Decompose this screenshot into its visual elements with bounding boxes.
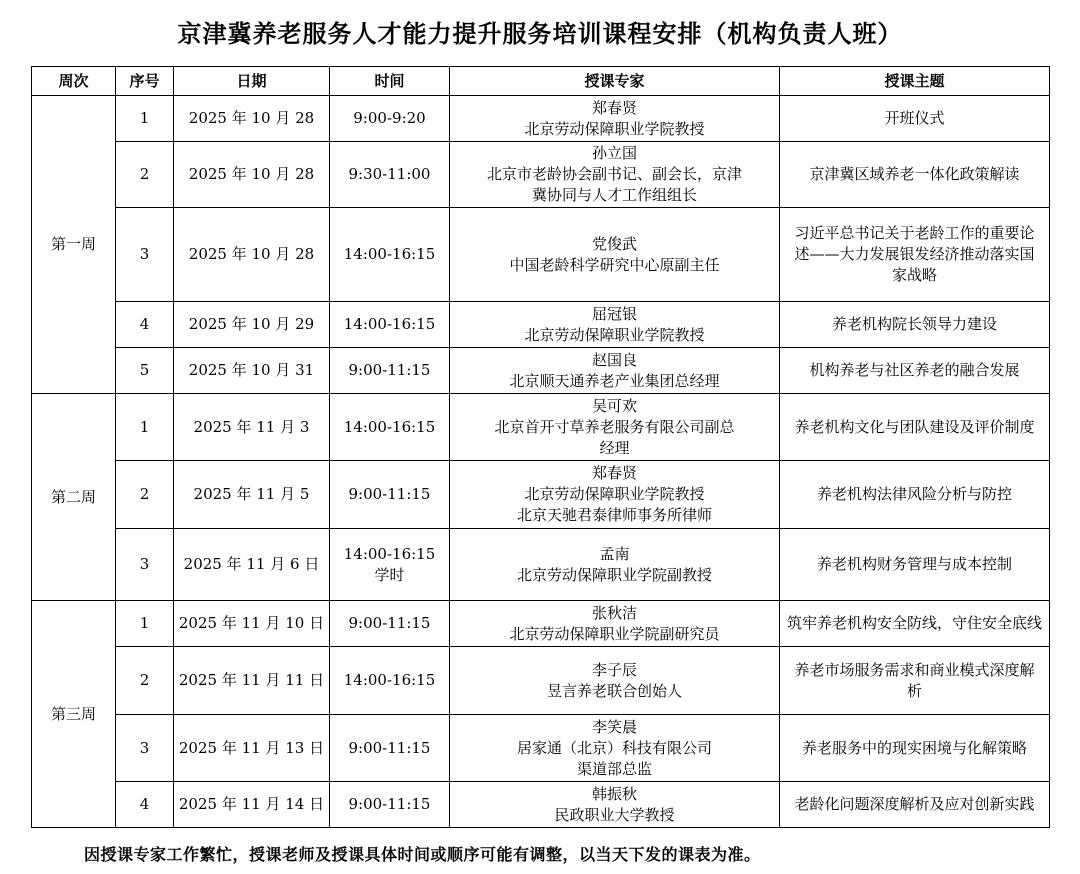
expert-cell-line: 郑春贤 [591,464,637,482]
time-cell-line: 学时 [374,565,405,584]
topic-cell-line: 习近平总书记关于老龄工作的重要论 [794,224,1035,242]
topic-cell-line: 述——大力发展银发经济推动落实国 [794,245,1035,263]
topic-cell [780,348,1050,394]
header-date: 日期 [174,67,330,96]
time-cell [330,715,450,782]
expert-cell [450,394,780,461]
table-row [32,782,1050,828]
time-cell [330,96,450,142]
topic-cell [780,96,1050,142]
time-cell [330,647,450,715]
topic-cell-line: 养老机构财务管理与成本控制 [816,555,1012,573]
topic-cell-line: 开班仪式 [884,109,945,127]
time-cell [330,782,450,828]
time-cell-line: 14:00-16:15 [343,671,436,689]
table-header-row [32,67,1050,96]
expert-cell-line: 党俊武 [591,234,637,253]
expert-cell-line: 李子辰 [591,660,637,679]
number-cell: 4 [116,782,174,828]
expert-cell [450,302,780,348]
expert-cell [450,348,780,394]
expert-cell-line: 孟南 [599,544,630,563]
document-title: 京津冀养老服务人才能力提升服务培训课程安排（机构负责人班） [177,19,903,48]
number-cell: 1 [116,601,174,647]
time-cell [330,302,450,348]
table-row [32,394,1050,461]
date-cell: 2025 年 11 月 3 [174,394,330,461]
expert-cell [450,647,780,715]
footnote: 因授课专家工作繁忙，授课老师及授课具体时间或顺序可能有调整，以当天下发的课表为准。 [84,845,761,864]
topic-cell [780,601,1050,647]
topic-cell-line: 家战略 [891,266,937,284]
expert-cell-line: 冀协同与人才工作组组长 [531,186,697,204]
number-cell: 2 [116,647,174,715]
date-cell: 2025 年 11 月 13 日 [174,715,330,782]
header-topic: 授课主题 [780,67,1050,96]
topic-cell [780,529,1050,601]
expert-cell [450,208,780,302]
topic-cell [780,782,1050,828]
time-cell [330,348,450,394]
topic-cell [780,142,1050,208]
expert-cell-line: 北京天驰君泰律师事务所律师 [516,506,712,524]
topic-cell [780,302,1050,348]
time-cell-line: 14:00-16:15 [343,544,436,563]
expert-cell-line: 吴可欢 [591,396,637,415]
time-cell [330,394,450,461]
date-cell: 2025 年 11 月 10 日 [174,601,330,647]
expert-cell-line: 北京顺天通养老产业集团总经理 [509,371,720,390]
expert-cell-line: 北京劳动保障职业学院副教授 [516,565,712,584]
week-cell: 第三周 [32,601,116,828]
time-cell-line: 9:00-11:15 [348,738,431,757]
number-cell: 2 [116,142,174,208]
time-cell [330,461,450,529]
header-expert: 授课专家 [450,67,780,96]
table-row [32,142,1050,208]
topic-cell-line: 老龄化问题深度解析及应对创新实践 [794,795,1035,813]
topic-cell-line: 机构养老与社区养老的融合发展 [809,361,1020,379]
expert-cell [450,601,780,647]
expert-cell-line: 北京首开寸草养老服务有限公司副总 [494,417,735,436]
date-cell: 2025 年 11 月 14 日 [174,782,330,828]
header-week: 周次 [32,67,116,96]
time-cell [330,529,450,601]
expert-cell [450,715,780,782]
topic-cell-line: 析 [906,681,922,700]
expert-cell-line: 屈冠银 [591,304,637,323]
time-cell-line: 9:00-11:15 [348,614,431,632]
table-row [32,208,1050,302]
date-cell: 2025 年 10 月 28 [174,142,330,208]
time-cell-line: 9:00-9:20 [353,109,426,127]
expert-cell [450,461,780,529]
expert-cell-line: 北京市老龄协会副书记、副会长，京津 [486,165,742,183]
number-cell: 1 [116,394,174,461]
topic-cell-line: 养老机构文化与团队建设及评价制度 [794,417,1035,436]
date-cell: 2025 年 10 月 31 [174,348,330,394]
topic-cell-line: 养老服务中的现实困境与化解策略 [801,738,1027,757]
expert-cell [450,96,780,142]
expert-cell [450,142,780,208]
topic-cell [780,208,1050,302]
time-cell-line: 9:00-11:15 [348,485,431,503]
number-cell: 3 [116,715,174,782]
topic-cell-line: 筑牢养老机构安全防线，守住安全底线 [786,614,1042,632]
week-cell: 第一周 [32,96,116,394]
week-cell: 第二周 [32,394,116,601]
time-cell-line: 14:00-16:15 [343,245,436,263]
table-row [32,461,1050,529]
expert-cell-line: 李笑晨 [591,717,637,736]
number-cell: 5 [116,348,174,394]
table-row [32,348,1050,394]
date-cell: 2025 年 10 月 28 [174,96,330,142]
time-cell [330,208,450,302]
time-cell [330,601,450,647]
number-cell: 4 [116,302,174,348]
expert-cell-line: 韩振秋 [591,784,637,803]
expert-cell-line: 赵国良 [591,350,637,369]
number-cell: 1 [116,96,174,142]
topic-cell [780,461,1050,529]
expert-cell-line: 张秋洁 [591,603,637,622]
expert-cell-line: 孙立国 [591,144,637,162]
date-cell: 2025 年 10 月 28 [174,208,330,302]
number-cell: 2 [116,461,174,529]
expert-cell-line: 民政职业大学教授 [554,805,675,824]
topic-cell-line: 养老机构院长领导力建设 [831,315,997,333]
expert-cell-line: 居家通（北京）科技有限公司 [516,738,712,757]
expert-cell [450,782,780,828]
table-row [32,647,1050,715]
header-number: 序号 [116,67,174,96]
expert-cell-line: 经理 [599,438,630,457]
number-cell: 3 [116,208,174,302]
table-row [32,529,1050,601]
date-cell: 2025 年 11 月 6 日 [174,529,330,601]
date-cell: 2025 年 11 月 11 日 [174,647,330,715]
header-time: 时间 [330,67,450,96]
topic-cell [780,647,1050,715]
schedule-body [32,96,1050,828]
time-cell [330,142,450,208]
expert-cell-line: 北京劳动保障职业学院教授 [524,119,705,138]
expert-cell-line: 昱言养老联合创始人 [546,681,682,700]
expert-cell-line: 郑春贤 [591,98,637,117]
table-row [32,302,1050,348]
time-cell-line: 9:30-11:00 [348,165,431,183]
time-cell-line: 14:00-16:15 [343,417,436,436]
expert-cell-line: 渠道部总监 [576,759,652,778]
expert-cell [450,529,780,601]
time-cell-line: 9:00-11:15 [348,361,431,379]
expert-cell-line: 中国老龄科学研究中心原副主任 [509,255,720,274]
table-row [32,601,1050,647]
topic-cell [780,715,1050,782]
schedule-table [31,66,1050,828]
time-cell-line: 9:00-11:15 [348,795,431,813]
time-cell-line: 14:00-16:15 [343,315,436,333]
table-row [32,96,1050,142]
expert-cell-line: 北京劳动保障职业学院教授 [524,325,705,344]
expert-cell-line: 北京劳动保障职业学院教授 [524,485,705,503]
date-cell: 2025 年 10 月 29 [174,302,330,348]
topic-cell-line: 京津冀区域养老一体化政策解读 [809,165,1020,183]
date-cell: 2025 年 11 月 5 [174,461,330,529]
topic-cell [780,394,1050,461]
topic-cell-line: 养老市场服务需求和商业模式深度解 [794,660,1035,679]
table-row [32,715,1050,782]
expert-cell-line: 北京劳动保障职业学院副研究员 [509,624,720,643]
topic-cell-line: 养老机构法律风险分析与防控 [816,485,1012,503]
number-cell: 3 [116,529,174,601]
